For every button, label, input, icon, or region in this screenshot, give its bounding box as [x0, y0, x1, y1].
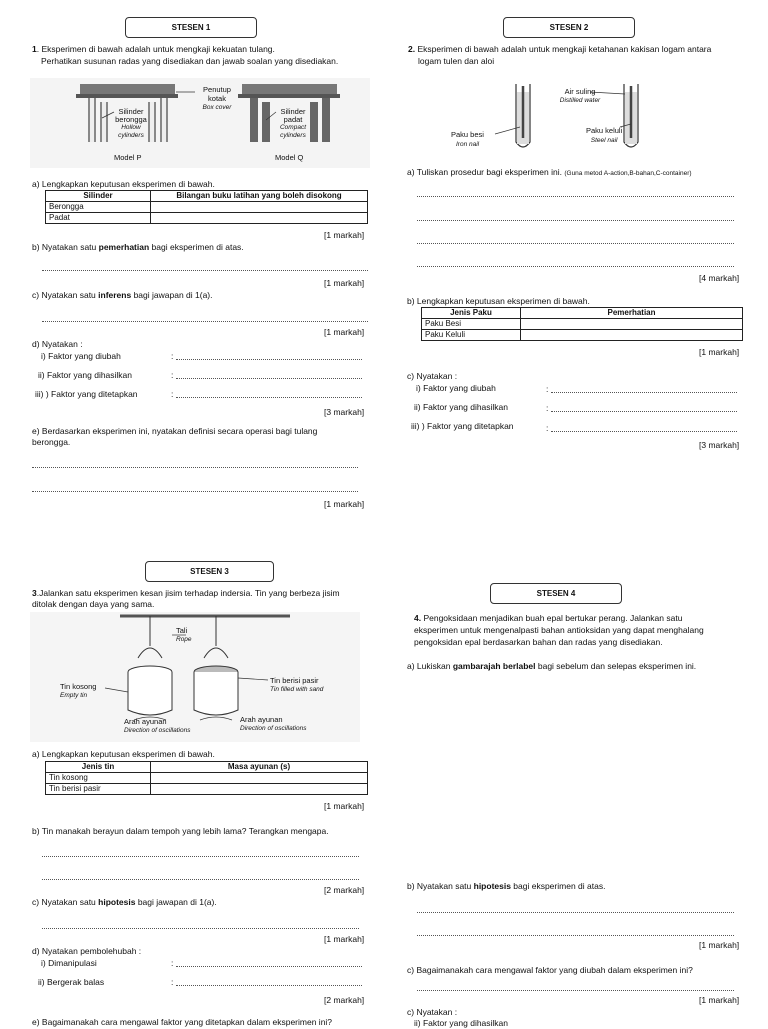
- answer-line[interactable]: [551, 392, 737, 393]
- station-4-title: STESEN 4: [490, 583, 622, 604]
- station-1-title: STESEN 1: [125, 17, 257, 38]
- s3-a-text: a) Lengkapkan keputusan eksperimen di bawah.: [32, 749, 215, 759]
- oscillation-label-sand: Arah ayunan Direction of oscillations: [240, 715, 307, 732]
- table-header: Bilangan buku latihan yang boleh disokong: [151, 191, 368, 202]
- answer-cell[interactable]: [151, 202, 368, 213]
- s1-d-text: d) Nyatakan :: [32, 339, 83, 349]
- answer-cell[interactable]: [151, 213, 368, 224]
- colon: :: [546, 403, 549, 413]
- s4-question-line2: eksperimen untuk mengenalpasti bahan antioksidan yang dapat menghalang: [414, 625, 704, 635]
- colon: :: [546, 384, 549, 394]
- s2-c-item: ii) Faktor yang dihasilkan: [414, 402, 509, 412]
- s1-b-text: b) Nyatakan satu pemerhatian bagi eksperimen di atas.: [32, 242, 244, 252]
- s4-b-mark: [1 markah]: [699, 940, 740, 950]
- answer-line[interactable]: [417, 990, 734, 991]
- s1-c-text: c) Nyatakan satu inferens bagi jawapan di 1(a).: [32, 290, 213, 300]
- table-row: Paku Besi: [422, 319, 743, 330]
- s3-question-line2: ditolak dengan daya yang sama.: [32, 599, 155, 609]
- s1-e-text-line2: berongga.: [32, 437, 71, 447]
- s2-question: 2. Eksperimen di bawah adalah untuk mengkaji ketahanan kakisan logam antara: [408, 44, 712, 54]
- answer-line[interactable]: [417, 196, 734, 197]
- steel-nail-label: Paku keluli Steel nail: [586, 126, 623, 144]
- answer-cell[interactable]: [521, 319, 743, 330]
- s2-results-table: [421, 307, 743, 341]
- sand-tin-label: Tin berisi pasir Tin filled with sand: [270, 676, 324, 693]
- s3-d-item: ii) Bergerak balas: [38, 977, 105, 987]
- table-header: Silinder: [46, 191, 151, 202]
- colon: :: [171, 958, 174, 968]
- s3-c-mark: [1 markah]: [324, 934, 365, 944]
- answer-line[interactable]: [551, 411, 737, 412]
- s2-c-mark: [3 markah]: [699, 440, 740, 450]
- s4-c-text: c) Bagaimanakah cara mengawal faktor yang diubah dalam eksperimen ini?: [407, 965, 693, 975]
- oscillation-label-empty: Arah ayunan Direction of oscillations: [124, 717, 191, 734]
- answer-line[interactable]: [42, 856, 359, 857]
- table-row: Berongga: [46, 202, 368, 213]
- colon: :: [171, 389, 174, 399]
- empty-tin-label: Tin kosong Empty tin: [60, 682, 97, 699]
- s4-d-text: c) Nyatakan :: [407, 1007, 458, 1017]
- answer-line[interactable]: [32, 467, 358, 468]
- answer-line[interactable]: [42, 270, 368, 271]
- colon: :: [171, 977, 174, 987]
- s2-c-item: i) Faktor yang diubah: [416, 383, 496, 393]
- s4-c-mark: [1 markah]: [699, 995, 740, 1005]
- s2-a-text: a) Tuliskan prosedur bagi eksperimen ini. (Guna metod A-action,B-bahan,C-container): [407, 167, 692, 177]
- table-header: Jenis tin: [46, 762, 151, 773]
- s2-b-text: b) Lengkapkan keputusan eksperimen di bawah.: [407, 296, 590, 306]
- s3-e-text: e) Bagaimanakah cara mengawal faktor yang ditetapkan dalam eksperimen ini?: [32, 1017, 333, 1027]
- s3-a-mark: [1 markah]: [324, 801, 365, 811]
- s3-results-table: [45, 761, 368, 795]
- answer-line[interactable]: [417, 935, 734, 936]
- compact-cylinder-label: Silinder padat Compact cylinders: [279, 107, 306, 139]
- s1-question: 1. Eksperimen di bawah adalah untuk mengkaji kekuatan tulang.: [32, 44, 275, 54]
- s2-question-line2: logam tulen dan aloi: [418, 56, 495, 66]
- s4-question-line3: pengoksidan epal berdasarkan bahan dan radas yang disediakan.: [414, 637, 663, 647]
- answer-line[interactable]: [417, 266, 734, 267]
- answer-line[interactable]: [42, 879, 359, 880]
- s2-c-text: c) Nyatakan :: [407, 371, 458, 381]
- box-cover-label: Penutup kotak Box cover: [202, 85, 232, 111]
- answer-cell[interactable]: [151, 784, 368, 795]
- s1-a-text: a) Lengkapkan keputusan eksperimen di bawah.: [32, 179, 215, 189]
- s1-d-item: i) Faktor yang diubah: [41, 351, 121, 361]
- s3-b-text: b) Tin manakah berayun dalam tempoh yang lebih lama? Terangkan mengapa.: [32, 826, 329, 836]
- distilled-water-label: Air suling Distilled water: [559, 87, 601, 104]
- s2-a-mark: [4 markah]: [699, 273, 740, 283]
- s1-results-table: [45, 190, 368, 224]
- answer-line[interactable]: [176, 359, 362, 360]
- s1-e-text: e) Berdasarkan eksperimen ini, nyatakan definisi secara operasi bagi tulang: [32, 426, 318, 436]
- s1-d-item: iii) ) Faktor yang ditetapkan: [35, 389, 138, 399]
- table-row: Padat: [46, 213, 368, 224]
- answer-cell[interactable]: [151, 773, 368, 784]
- s3-b-mark: [2 markah]: [324, 885, 365, 895]
- answer-line[interactable]: [417, 243, 734, 244]
- s1-d-item: ii) Faktor yang dihasilkan: [38, 370, 133, 380]
- answer-line[interactable]: [176, 966, 362, 967]
- s2-b-mark: [1 markah]: [699, 347, 740, 357]
- station-3-title: STESEN 3: [145, 561, 274, 582]
- s3-d-item: i) Dimanipulasi: [41, 958, 97, 968]
- answer-line[interactable]: [551, 431, 737, 432]
- table-header: Pemerhatian: [521, 308, 743, 319]
- s1-a-mark: [1 markah]: [324, 230, 365, 240]
- table-header: Masa ayunan (s): [151, 762, 368, 773]
- answer-line[interactable]: [176, 985, 362, 986]
- table-row: Paku Keluli: [422, 330, 743, 341]
- answer-cell[interactable]: [521, 330, 743, 341]
- s3-d-mark: [2 markah]: [324, 995, 365, 1005]
- s1-e-mark: [1 markah]: [324, 499, 365, 509]
- colon: :: [546, 423, 549, 433]
- s3-d-text: d) Nyatakan pembolehubah :: [32, 946, 142, 956]
- station-2-title: STESEN 2: [503, 17, 635, 38]
- colon: :: [171, 370, 174, 380]
- model-q-label: Model Q: [275, 153, 304, 162]
- colon: :: [171, 351, 174, 361]
- answer-line[interactable]: [32, 491, 358, 492]
- s1-c-mark: [1 markah]: [324, 327, 365, 337]
- s1-d-mark: [3 markah]: [324, 407, 365, 417]
- answer-line[interactable]: [42, 321, 368, 322]
- model-p-label: Model P: [114, 153, 142, 162]
- s1-b-mark: [1 markah]: [324, 278, 365, 288]
- table-row: Tin kosong: [46, 773, 368, 784]
- s3-question: 3.Jalankan satu eksperimen kesan jisim terhadap indersia. Tin yang berbeza jisim: [32, 588, 340, 598]
- answer-line[interactable]: [176, 378, 362, 379]
- drawing-area[interactable]: [407, 676, 743, 872]
- iron-nail-label: Paku besi Iron nail: [451, 130, 484, 148]
- s1-question-line2: Perhatikan susunan radas yang disediakan dan jawab soalan yang disediakan.: [41, 56, 339, 66]
- table-row: Tin berisi pasir: [46, 784, 368, 795]
- table-header: Jenis Paku: [422, 308, 521, 319]
- rope-label: Tali Rope: [176, 626, 192, 643]
- s4-question: 4. Pengoksidaan menjadikan buah epal bertukar perang. Jalankan satu: [414, 613, 683, 623]
- s3-c-text: c) Nyatakan satu hipotesis bagi jawapan di 1(a).: [32, 897, 217, 907]
- s2-c-item: iii) ) Faktor yang ditetapkan: [411, 421, 514, 431]
- answer-line[interactable]: [176, 397, 362, 398]
- answer-line[interactable]: [417, 220, 734, 221]
- s4-b-text: b) Nyatakan satu hipotesis bagi eksperimen di atas.: [407, 881, 606, 891]
- s4-d-item: ii) Faktor yang dihasilkan: [414, 1018, 509, 1028]
- answer-line[interactable]: [42, 928, 359, 929]
- answer-line[interactable]: [417, 912, 734, 913]
- hollow-cylinder-label: Silinder berongga Hollow cylinders: [115, 107, 147, 139]
- s4-a-text: a) Lukiskan gambarajah berlabel bagi sebelum dan selepas eksperimen ini.: [407, 661, 697, 671]
